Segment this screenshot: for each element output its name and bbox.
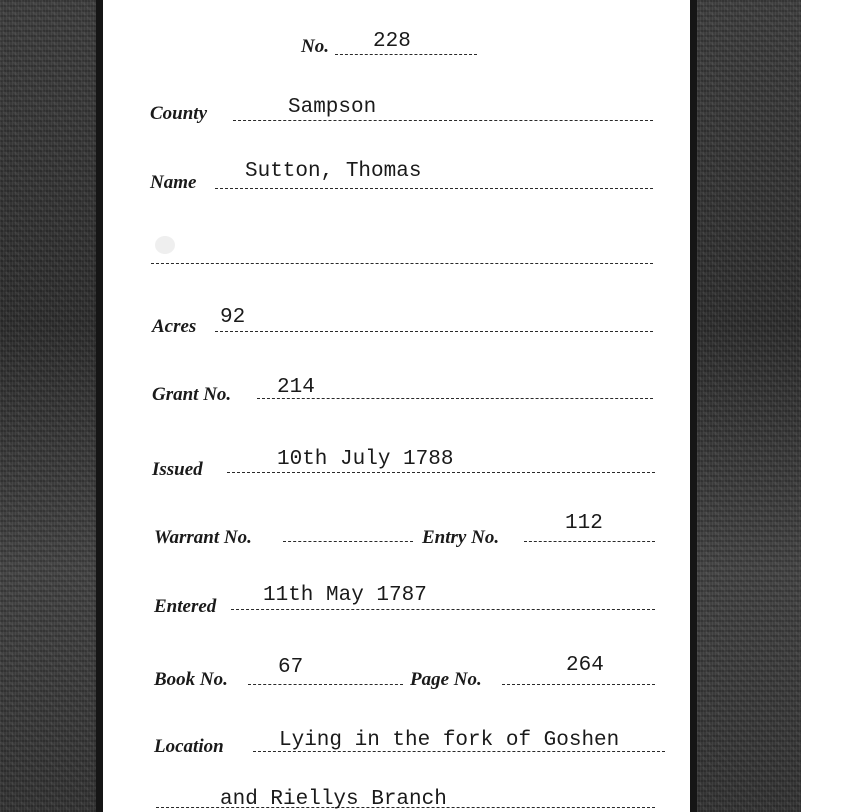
location-value-line-1: Lying in the fork of Goshen [279, 729, 620, 752]
grant-no-value: 214 [277, 376, 315, 399]
county-label: County [150, 103, 208, 124]
county-value: Sampson [288, 96, 377, 119]
book-no-value: 67 [278, 656, 304, 679]
entry-no-value: 112 [565, 512, 603, 535]
entry-no-line [524, 541, 655, 542]
card-edge-right [690, 0, 697, 812]
scan-background-left [0, 0, 96, 812]
page-no-line [502, 684, 655, 685]
scan-background-right [697, 0, 801, 812]
card-edge-left [96, 0, 103, 812]
entered-value: 11th May 1787 [263, 584, 427, 607]
acres-label: Acres [152, 316, 197, 337]
issued-line [227, 472, 655, 473]
entered-line [231, 609, 655, 610]
grant-no-line [257, 398, 653, 399]
page-no-label: Page No. [410, 669, 482, 690]
name-line [215, 188, 653, 189]
book-no-label: Book No. [154, 669, 228, 690]
blank-line [151, 263, 653, 264]
entry-no-label: Entry No. [422, 527, 500, 548]
number-label: No. [301, 36, 329, 57]
page-no-value: 264 [566, 654, 604, 677]
issued-label: Issued [152, 459, 203, 480]
issued-value: 10th July 1788 [277, 448, 454, 471]
book-no-line [248, 684, 403, 685]
location-label: Location [154, 736, 224, 757]
number-line [335, 54, 477, 55]
name-label: Name [150, 172, 197, 193]
entered-label: Entered [154, 596, 217, 617]
location-value-line-2: and Riellys Branch [220, 788, 447, 811]
acres-value: 92 [220, 306, 246, 329]
warrant-no-label: Warrant No. [154, 527, 252, 548]
name-value: Sutton, Thomas [245, 160, 422, 183]
county-line [233, 120, 653, 121]
warrant-no-line [283, 541, 413, 542]
number-value: 228 [373, 30, 411, 53]
acres-line [215, 331, 653, 332]
grant-no-label: Grant No. [152, 384, 232, 405]
land-grant-card [103, 0, 690, 812]
paper-smudge [155, 236, 175, 254]
